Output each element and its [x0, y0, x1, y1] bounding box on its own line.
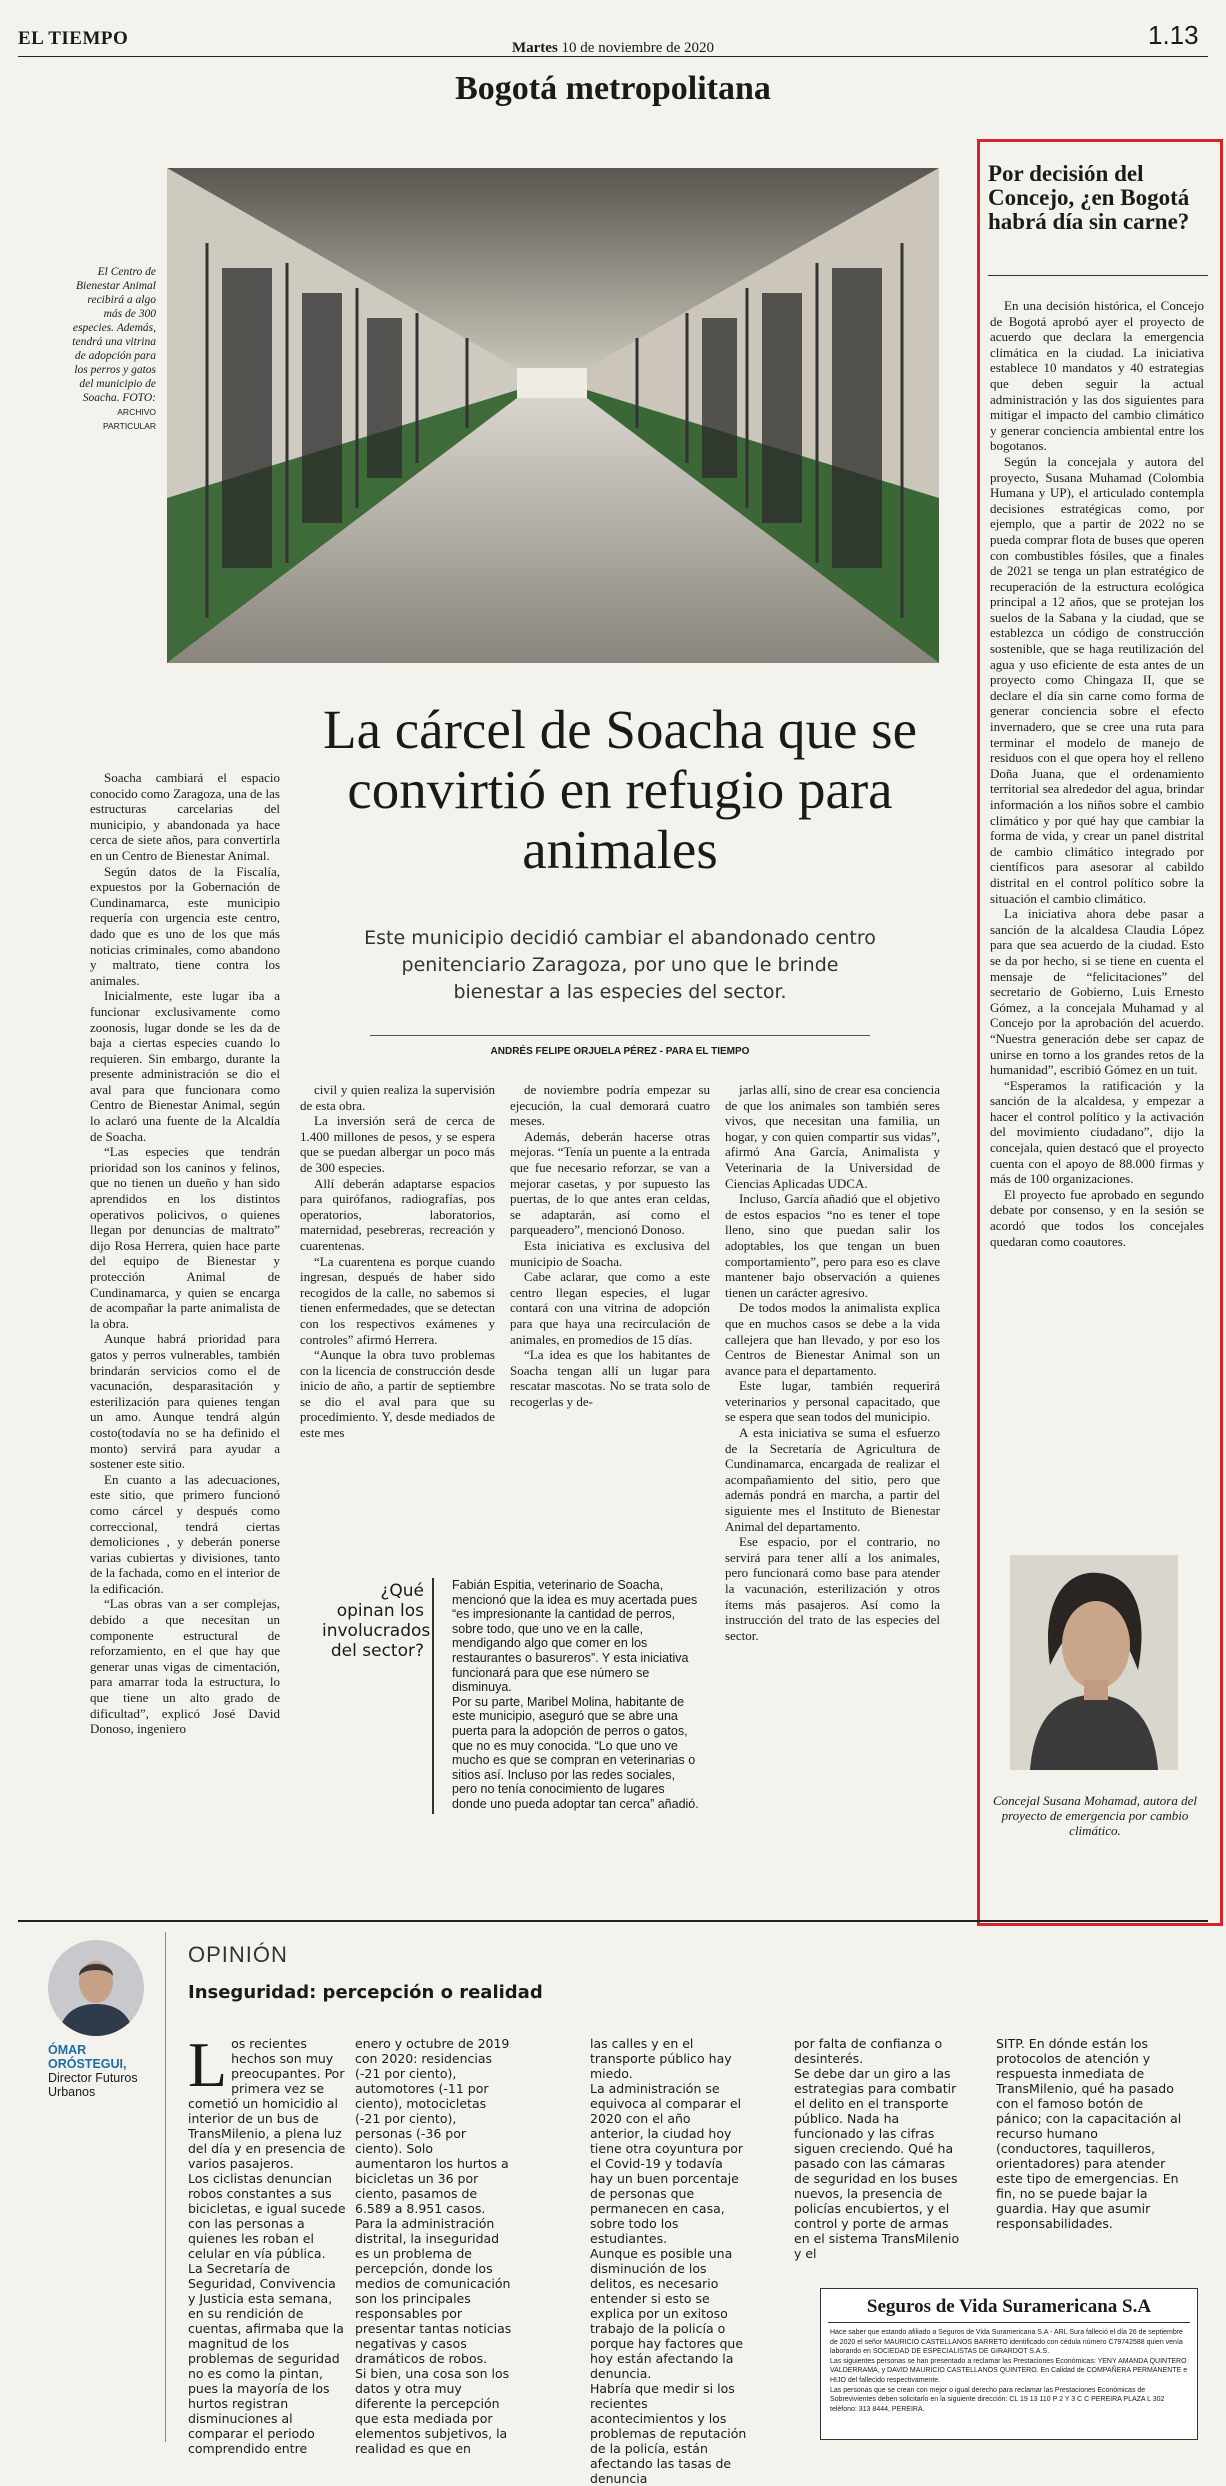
opinion-top-rule — [18, 1920, 1208, 1922]
article-column-1: Soacha cambiará el espacio conocido como Zaragoza, una de las estructuras carcelarias del municipio, y abandonada ya hace cerca de siete años, para convertirla en un Centro de Bienestar Animal. Según datos de la Fiscalía, expuestos por la Gobernación de Cundinamarca, este municipio requería con urgencia este centro, dado que es uno de los que más noticias criminales, como abandono y maltrato, tiene contra los animales. Inicialmente, este lugar iba a funcionar exclusivamente como zoonosis, lugar donde se les da de baja a ciertas especies cuando lo requieren. Sin embargo, durante la presente administración se dio el aval para que funcionara como Centro de Bienestar Animal, según lo aclaró una fuente de la Alcaldía de Soacha. “Las especies que tendrán prioridad son los caninos y felinos, que no tienen un dueño y han sido aprendidos en los distintos operativos policivos, o quienes llegan por denuncias de maltrato” dijo Rosa Herrera, quien hace parte del equipo de Bienestar y protección Animal de Cundinamarca, y quien se encarga de acompañar la parte animalista de la obra. Aunque habrá prioridad para gatos y perros vulnerables, también brindarán servicios como el de vacunación, desparasitación y esterilización para quienes tengan un amo. Aunque tendrá algún costo(todavía no se ha definido el monto) servirá para ayudar a sostener este sitio. En cuanto a las adecuaciones, este sitio, que primero funcionó como cárcel y después como correccional, tendrá ciertas demoliciones , y deberán ponerse varias cubiertas y divisiones, tanto de la fachada, como en el interior de la edificación. “Las obras van a ser complejas, debido a que necesitan un componente estructural de reforzamiento, en el que hay que generar unas vigas de cimentación, para amarrar toda la estructura, lo que tiene un alto grado de dificultad”, explicó José David Donoso, ingeniero — [90, 770, 280, 1737]
columnist-role: Director Futuros Urbanos — [48, 2071, 138, 2099]
portrait-caption: Concejal Susana Mohamad, autora del proyecto de emergencia por cambio climático. — [992, 1793, 1197, 1838]
header-rule — [18, 56, 1208, 57]
councilwoman-portrait — [1010, 1555, 1178, 1770]
quote-box-body: Fabián Espitia, veterinario de Soacha, mencionó que la idea es muy acertada pues “es impresionante la cantidad de perros, sobre todo, que uno ve en la calle, mendigando algo que comer en los restaurantes o basureros”. Y esta iniciativa funcionará para que ese número se disminuya. Por su parte, Maribel Molina, habitante de este municipio, aseguró que se abre una puerta para la adopción de perros o gatos, que no es muy conocida. “Lo que uno ve mucho es que se compran en veterinarias o sitios así. Incluso por las redes sociales, pero no tenía conocimiento de lugares donde uno pueda adoptar tan cerca” añadió. — [452, 1578, 699, 1811]
page-number: 1.13 — [1148, 20, 1199, 50]
legal-notice-title: Seguros de Vida Suramericana S.A — [866, 2296, 1152, 2317]
photo-credit: ARCHIVO PARTICULAR — [102, 407, 156, 431]
sidebar-title: Por decisión del Concejo, ¿en Bogotá habrá día sin carne? — [988, 161, 1190, 234]
prison-corridor-photo — [167, 168, 939, 663]
opinion-title: Inseguridad: percepción o realidad — [188, 1982, 543, 2003]
opinion-column-2: enero y octubre de 2019 con 2020: residencias (-21 por ciento), automotores (-11 por ciento), motocicletas (-21 por ciento), personas (-36 por ciento). Solo aumentaron los hurtos a bicicletas un 36 por ciento, pasamos de 6.589 a 8.951 casos. Para la administración distrital, la inseguridad es un problema de percepción, donde los medios de comunicación son los principales responsables por presentar tantas noticias negativas y casos dramáticos de robos. Si bien, una cosa son los datos y otra muy diferente la percepción que esta mediada por elementos subjetivos, la realidad es que en — [355, 2036, 512, 2456]
columnist-byline — [48, 2043, 158, 2099]
legal-notice-rule — [828, 2322, 1190, 2323]
columnist-name: ÓMAR ORÓSTEGUI, — [48, 2043, 127, 2071]
masthead: EL TIEMPO — [18, 28, 129, 49]
issue-date: Martes 10 de noviembre de 2020 — [511, 40, 715, 56]
article-column-3: de noviembre podría empezar su ejecución, la cual demorará cuatro meses. Además, deberán hacerse otras mejoras. “Tenía un puente a la entrada que fue necesario reforzar, se van a mejorar casetas, y por supuesto las puertas, de lo que antes eran celdas, se adaptarán, así como el parqueadero”, mencionó Donoso. Esta iniciativa es exclusiva del municipio de Soacha. Cabe aclarar, que como a este centro llegan especies, el lugar contará con una vitrina de adopción para que haya una recirculación de animales, en promedios de 15 días. “La idea es que los habitantes de Soacha tengan allí un lugar para rescatar mascotas. No se trata solo de recogerlas y de- — [510, 1082, 710, 1409]
opinion-column-4: por falta de confianza o desinterés. Se debe dar un giro a las estrategias para combatir el delito en el transporte público. Nada ha funcionado y las cifras siguen creciendo. Qué ha pasado con las cámaras de seguridad en los buses nuevos, la presencia de policías encubiertos, y el control y porte de armas en el sistema TransMilenio y el — [794, 2036, 960, 2261]
byline: ANDRÉS FELIPE ORJUELA PÉREZ - PARA EL TIEMPO — [490, 1046, 750, 1057]
photo-caption: El Centro de Bienestar Animal recibirá a algo más de 300 especies. Además, tendrá una vitrina de adopción para los perros y gatos del municipio de Soacha. FOTO: ARCHIVO PARTICULAR — [72, 266, 156, 431]
opinion-column-1: L os recientes hechos son muy preocupantes. Por primera vez se cometió un homicidio al interior de un bus de TransMilenio, a plena luz del día y en presencia de varios pasajeros. Los ciclistas denuncian robos constantes a sus bicicletas, e igual sucede con las personas a quienes les roban el celular en vía pública. La Secretaría de Seguridad, Convivencia y Justicia esta semana, en su rendición de cuentas, afirmaba que la magnitud de los problemas de seguridad no es como la pintan, pues la mayoría de los hurtos registran disminuciones al comparar el periodo comprendido entre — [188, 2029, 346, 2456]
sidebar-body: En una decisión histórica, el Concejo de Bogotá aprobó ayer el proyecto de acuerdo que declara la emergencia climática en la ciudad. La iniciativa establece 10 mandatos y 40 estrategias que deben seguir la actual administración y las dos siguientes para mitigar el impacto del cambio climático y generar conciencia ambiental entre los bogotanos. Según la concejala y autora del proyecto, Susana Muhamad (Colombia Humana y UP), el articulado contempla decisiones estratégicas como, por ejemplo, que a partir de 2022 no se pueda comprar flota de buses que operen con combustibles fósiles, que a finales de 2021 se tenga un plan estratégico de recuperación de la estructura ecológica principal a 12 años, que se protejan los suelos de la Sabana y la ciudad, que se establezca un código de construcción sostenible, que se haga reutilización del agua y uso eficiente de esta antes de un proyecto como Chingaza II, que se declare el día sin carne como forma de generar conciencia sobre el efecto invernadero, que se cree una ruta para terminar el modelo de manejo de residuos con el que opera hoy el relleno Doña Juana, que el ordenamiento territorial sea alrededor del agua, brindar información a los niños sobre el cambio climático y por qué hay que cambiar la forma de vida, y crear un panel distrital de cambio climático integrado por científicos para asesorar al cabildo distrital en el control político sobre la situación el cambio climático. La iniciativa ahora debe pasar a sanción de la alcaldesa Claudia López para que sea acuerdo de la ciudad. Esto se da por hecho, si se tiene en cuenta el mensaje de “felicitaciones” del secretario de Gobierno, Luis Ernesto Gómez, a la concejala Muhamad y al Concejo por la aprobación del acuerdo. “Nuestra generación debe ser capaz de unirse en torno a los grandes retos de la humanidad”, escribió Gómez en un tuit. “Esperamos la ratificación y la sanción de la alcaldesa, y empezar a hacer el control político y la activación del movimiento ciudadano”, dijo la concejala, quien destacó que el proyecto cuenta con el apoyo de 88.000 firmas y más de 100 organizaciones. El proyecto fue aprobado en segundo debate por consenso, y en la sesión se acordó que todos los concejales quedaran como coautores. — [990, 298, 1204, 1249]
quote-box-rule — [432, 1578, 434, 1814]
quote-box-title: ¿Qué opinan los involucrados del sector? — [322, 1581, 431, 1661]
opinion-column-3: las calles y en el transporte público hay miedo. La administración se equivoca al comparar el 2020 con el año anterior, la ciudad hoy tiene otra coyuntura por el Covid-19 y todavía hay un buen porcentaje de personas que permanecen en casa, sobre todo los estudiantes. Aunque es posible una disminución de los delitos, es necesario entender si esto se explica por un exitoso trabajo de la policía o porque hay factores que hoy están afectando la denuncia. Habría que medir si los recientes acontecimientos y los problemas de reputación de la policía, están afectando las tasas de denuncia — [590, 2036, 747, 2486]
opinion-section-label: OPINIÓN — [188, 1942, 288, 1967]
opinion-divider — [165, 1932, 166, 2442]
legal-notice-body: Hace saber que estando afiliado a Seguros de Vida Suramericana S.A - ARL Sura falleció el día 26 de septiembre de 2020 el señor MAURICIO CASTELLANOS BARRETO identificado con cédula número C79742588 quien venía laborando en SOCIEDAD DE ESPECIALISTAS DE GIRARDOT S.A.S. Las siguientes personas se han presentado a reclamar las Prestaciones Económicas: YENY AMANDA QUINTERO VALDERRAMA, y DAVID MAURICIO CASTELLANOS QUINTERO. En Calidad de COMPAÑERA PERMANENTE e HIJO del fallecido respectivamente. Las personas que se crean con mejor o igual derecho para reclamar las Prestaciones Económicas de Sobrevivientes deben solicitarlo en la siguiente dirección: CL 19 13 110 P 2 Y 3 C C PEREIRA PLAZA L 302 teléfono: 313 8444, PEREIRA. — [830, 2329, 1188, 2413]
article-column-2: civil y quien realiza la supervisión de esta obra. La inversión será de cerca de 1.400 millones de pesos, y se espera que se puedan albergar un poco más de 300 especies. Allí deberán adaptarse espacios para quirófanos, radiografías, pos operatorios, laboratorios, maternidad, pesebreras, recreación y cuarentenas. “La cuarentena es porque cuando ingresan, después de haber sido recogidos de la calle, no sabemos si tienen enfermedades, que se detectan con los respectivos exámenes y controles” afirmó Herrera. “Aunque la obra tuvo problemas con la licencia de construcción desde inicio de año, a partir de septiembre se dio el aval para que su procedimiento. Y, desde mediados de este mes — [300, 1082, 495, 1441]
dropcap: L — [188, 2029, 228, 2100]
sidebar-rule — [988, 275, 1208, 276]
article-column-4: jarlas allí, sino de crear esa conciencia de que los animales son también seres vivos, que necesitan una familia, un hogar, y con quien compartir sus vidas”, afirmó Ana García, Animalista y Veterinaria de la Universidad de Ciencias Aplicadas UDCA. Incluso, García añadió que el objetivo de estos espacios “no es tener el tope lleno, sino que puedan salir los adoptables, los que tengan un buen comportamiento”, pero para eso es clave mantener bajo observación a quienes tienen un carácter agresivo. De todos modos la animalista explica que en muchos casos se debe a la vida callejera que han llevado, y por eso los Centros de Bienestar Animal son un avance para el departamento. Este lugar, también requerirá veterinarios y personal capacitado, que se espera que sean todos del municipio. A esta iniciativa se suma el esfuerzo de la Secretaría de Agricultura de Cundinamarca, encargada de realizar el acompañamiento del sitio, pero que además pondrá en marcha, a partir del siguiente mes el Instituto de Bienestar Animal del departamento. Ese espacio, por el contrario, no servirá para tener allí a los animales, pero funcionará como base para atender la vacunación, esterilización y otros ítems más pasajeros. Así como la instrucción del trato de las especies del sector. — [725, 1082, 940, 1643]
section-title: Bogotá metropolitana — [455, 70, 771, 107]
article-deck: Este municipio decidió cambiar el abandonado centro penitenciario Zaragoza, por uno que le brinde bienestar a las especies del sector. — [364, 927, 876, 1003]
byline-rule — [370, 1035, 870, 1036]
article-headline: La cárcel de Soacha que se convirtió en refugio para animales — [323, 699, 917, 880]
opinion-column-5: SITP. En dónde están los protocolos de atención y respuesta inmediata de TransMilenio, qué ha pasado con el famoso botón de pánico; con la capacitación al recurso humano (conductores, taquilleros, orientadores) para atender este tipo de emergencias. En fin, no se puede bajar la guardia. Hay que asumir responsabilidades. — [996, 2036, 1182, 2231]
columnist-avatar — [48, 1940, 144, 2036]
